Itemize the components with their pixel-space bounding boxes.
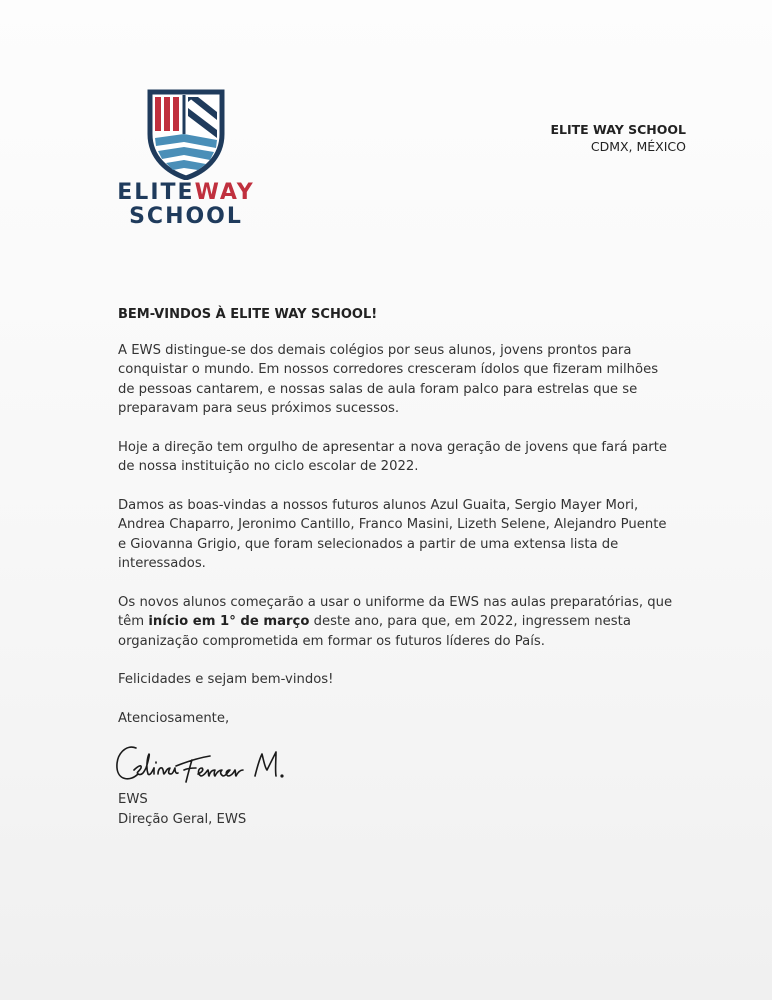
school-location: CDMX, MÉXICO [590,139,686,154]
closing-line: Atenciosamente, [118,710,230,726]
paragraph-4 [118,593,678,652]
logo-word-school: SCHOOL [129,204,243,229]
paragraph-4-end: deste ano, para que, em 2022, ingressem nesta organização comprometida em formar os futuros líderes do País. [118,614,631,649]
paragraph-1: A EWS distingue-se dos demais colégios por seus alunos, jovens prontos para conquistar o mundo. Em nossos corredores cresceram ídolos que fizeram milhões de pessoas cantarem, e nossas salas de aula foram palco para estrelas que se preparavam para seus próximos sucessos. [118,342,659,416]
paragraph-4-start: Os novos alunos começarão a usar o uniforme da EWS nas aulas preparatórias, que têm [118,594,673,629]
paragraph-4-start-date: início em 1° de março [148,614,310,629]
logo-wordmark [116,182,256,228]
signer-block [118,790,678,829]
handwritten-signature [112,736,317,788]
paragraph-3: Damos as boas-vindas a nossos futuros alunos Azul Guaita, Sergio Mayer Mori, Andrea Chaparro, Jeronimo Cantillo, Franco Masini, Lizeth Selene, Alejandro Puente e Giovanna Grigio, que foram selecionados a partir de uma extensa lista de interessados. [118,497,667,571]
letter-body [118,305,678,829]
school-address-block [550,121,686,155]
paragraph-2: Hoje a direção tem orgulho de apresentar a nova geração de jovens que fará parte de nossa instituição no ciclo escolar de 2022. [118,439,667,474]
letter-title: BEM-VINDOS À ELITE WAY SCHOOL! [118,307,378,322]
signer-name: EWS [118,792,148,807]
logo-word-elite: ELITE [117,180,195,205]
shield-crest-icon [146,88,226,180]
signer-title: Direção Geral, EWS [118,811,247,827]
school-name: ELITE WAY SCHOOL [550,122,686,137]
school-logo [116,88,256,228]
paragraph-5: Felicidades e sejam bem-vindos! [118,672,334,687]
logo-word-way: WAY [194,180,255,205]
